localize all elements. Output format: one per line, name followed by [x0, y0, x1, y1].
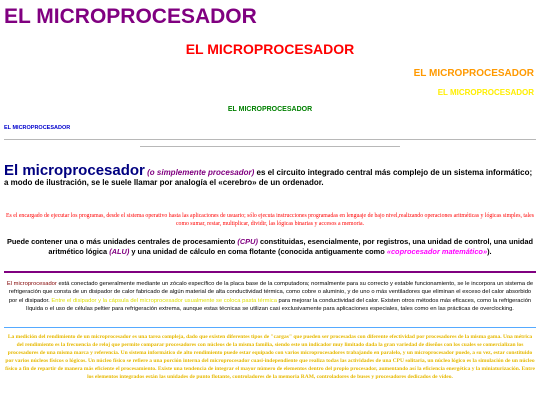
coprocessor-term: «coprocesador matemático» [386, 247, 488, 256]
purple-divider [4, 271, 536, 273]
term-microprocesador: El microprocesador [4, 162, 145, 179]
cpu-term: (CPU) [237, 237, 258, 246]
tasks-paragraph: Es el encargado de ejecutar los programas, desde el sistema operativo hasta las aplicaciones de usuario; sólo ejecuta instrucciones programadas en lenguaje de bajo nivel,realizando operaciones aritméticas y lógicas simples, tales como sumar, restar, multiplicar, dividir, las lógicas binarias y accesos a memoria. [5, 213, 535, 227]
alu-term: (ALU) [109, 247, 130, 256]
thermal-paste-text: Entre el disipador y la cápsula del microprocesador usualmente se coloca pasta térmica [51, 297, 277, 304]
mount-lead: El microprocesador [6, 281, 57, 287]
heading-level-3: EL MICROPROCESADOR [413, 68, 534, 79]
horizontal-rule [4, 139, 536, 140]
mount-text: está conectado generalmente mediante un zócalo específico de la placa base de la computadora; normalmente para su correcto y estable funcionamiento, se le incorpora un sistema de refrigeración que consta de un disipador de calor fabricado de algún material de alta conductividad térmica, como cobre o aluminio, y de uno o más ventiladores que eliminan el exceso del calor absorbido por el disipador. [8, 281, 534, 304]
alt-name: (o simplemente procesador) [147, 168, 255, 177]
heading-level-5: EL MICROPROCESADOR [227, 106, 313, 113]
performance-paragraph: La medición del rendimiento de un microprocesador es una tarea compleja, dado que existen diferentes tipos de "cargas" que pueden ser procesadas con diferente efectividad por procesadores de la misma gama. Una métrica del rendimiento es la frecuencia de reloj que permite comparar procesadores con núcleos de la misma familia, siendo este un indicador muy limitado dada la gran variedad de diseños con los cuales se comercializan los procesadores de una misma marca y referencia. Un sistema informático de alto rendimiento puede estar equipado con varios microprocesadores trabajando en paralelo, y un microprocesador puede, a su vez, estar constituido por varios núcleos físicos o lógicos. Un núcleo físico se refiere a una porción interna del microprocesador cuasi-independiente que realiza todas las actividades de una CPU solitaria, un núcleo lógico es la simulación de un núcleo físico a fin de repartir de manera más eficiente el procesamiento. Existe una tendencia de integrar el mayor número de elementos dentro del propio procesador, aumentando así la eficiencia energética y la miniaturización. Entre los elementos integrados están las unidades de punto flotante, controladores de la memoria RAM, controladores de buses y procesadores dedicados de vídeo. [5, 334, 535, 380]
mount-paragraph [4, 280, 536, 313]
units-text-2: constituidas, esencialmente, por registros, una unidad de control, una unidad aritmético lógica [48, 237, 534, 256]
blue-divider [4, 327, 536, 328]
mount-tail: para mejorar la conductividad del calor. Existen otros métodos más eficaces, como la refrigeración líquida o el uso de células peltier para refrigeración extrema, aunque estas técnicas se utilizan casi exclusivamente para aplicaciones especiales, tales como en las prácticas de overclocking. [26, 297, 532, 312]
intro-paragraph [4, 162, 534, 188]
intro-text: es el circuito integrado central más complejo de un sistema informático; a modo de ilustración, se le suele llamar por analogía el «cerebro» de un ordenador. [4, 168, 533, 187]
units-paragraph [4, 237, 536, 257]
units-text-4: ). [487, 247, 492, 256]
heading-level-2: EL MICROPROCESADOR [185, 41, 355, 57]
main-heading: EL MICROPROCESADOR [4, 5, 257, 28]
horizontal-rule-short [140, 146, 400, 147]
units-text-1: Puede contener una o más unidades centrales de procesamiento [6, 237, 238, 246]
heading-level-4: EL MICROPROCESADOR [437, 88, 534, 97]
heading-level-6: EL MICROPROCESADOR [4, 125, 71, 131]
units-text-3: y una unidad de cálculo en coma flotante (conocida antiguamente como [129, 247, 387, 256]
